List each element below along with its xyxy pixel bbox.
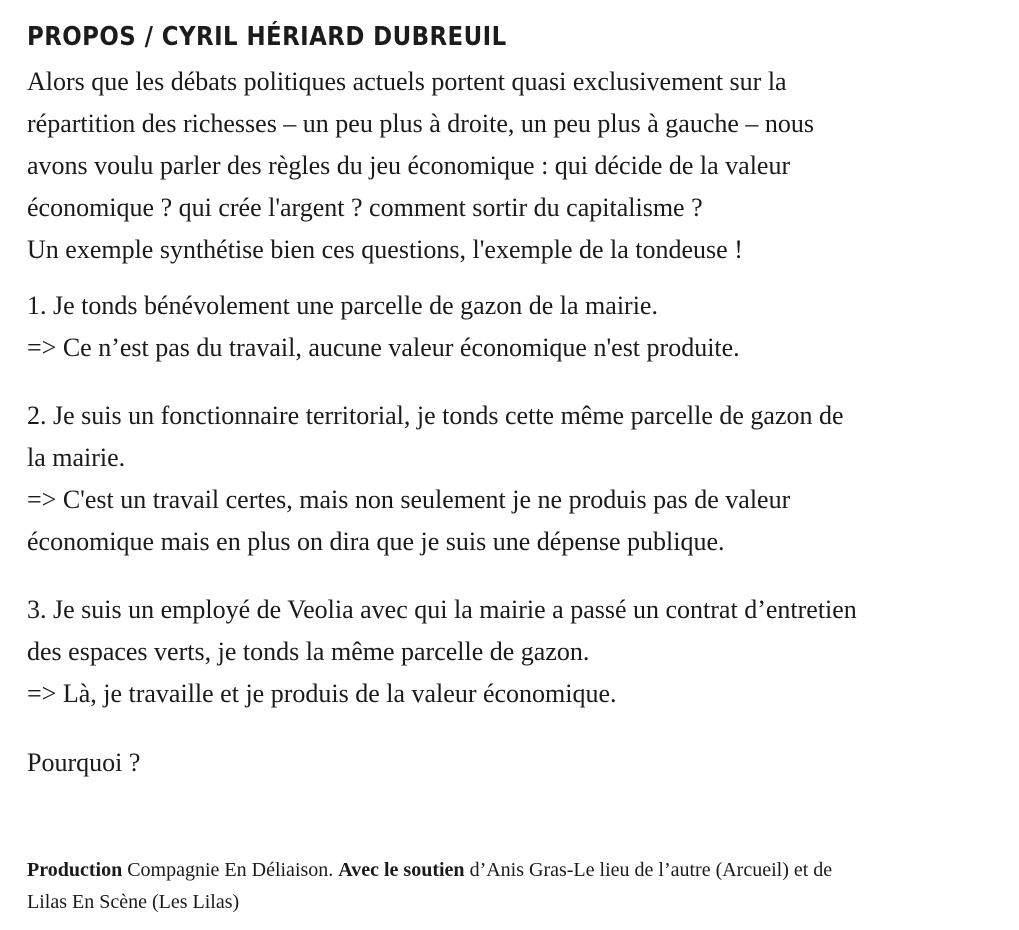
example-item-1	[27, 285, 1002, 369]
item-line: 3. Je suis un employé de Veolia avec qui la mairie a passé un contrat d’entretien	[27, 595, 857, 624]
item-line: 1. Je tonds bénévolement une parcelle de gazon de la mairie.	[27, 291, 658, 320]
item-line: des espaces verts, je tonds la même parcelle de gazon.	[27, 637, 590, 666]
intro-line: Un exemple synthétise bien ces questions, l'exemple de la tondeuse !	[27, 235, 743, 264]
credits-block	[27, 854, 1002, 918]
support-text: d’Anis Gras-Le lieu de l’autre (Arcueil) et de	[464, 859, 833, 881]
intro-line: avons voulu parler des règles du jeu économique : qui décide de la valeur	[27, 151, 791, 180]
item-line: => Là, je travaille et je produis de la valeur économique.	[27, 679, 617, 708]
example-item-2	[27, 395, 1002, 563]
item-line: la mairie.	[27, 443, 126, 472]
intro-line: répartition des richesses – un peu plus à droite, un peu plus à gauche – nous	[27, 109, 815, 138]
intro-line: économique ? qui crée l'argent ? comment sortir du capitalisme ?	[27, 193, 703, 222]
production-text: Compagnie En Déliaison.	[122, 859, 339, 881]
section-heading: PROPOS / CYRIL HÉRIARD DUBREUIL	[27, 22, 507, 52]
credits-line-2: Lilas En Scène (Les Lilas)	[27, 891, 240, 913]
intro-line: Alors que les débats politiques actuels portent quasi exclusivement sur la	[27, 67, 787, 96]
question-text: Pourquoi ?	[27, 748, 141, 777]
item-line: 2. Je suis un fonctionnaire territorial, je tonds cette même parcelle de gazon de	[27, 401, 844, 430]
example-item-3	[27, 589, 1002, 715]
item-line: => Ce n’est pas du travail, aucune valeur économique n'est produite.	[27, 333, 740, 362]
item-line: => C'est un travail certes, mais non seulement je ne produis pas de valeur	[27, 485, 791, 514]
production-label: Production	[27, 859, 123, 881]
intro-paragraph	[27, 61, 1002, 271]
credits-line-1	[27, 854, 1002, 886]
item-line: économique mais en plus on dira que je suis une dépense publique.	[27, 527, 725, 556]
support-label: Avec le soutien	[338, 859, 465, 881]
